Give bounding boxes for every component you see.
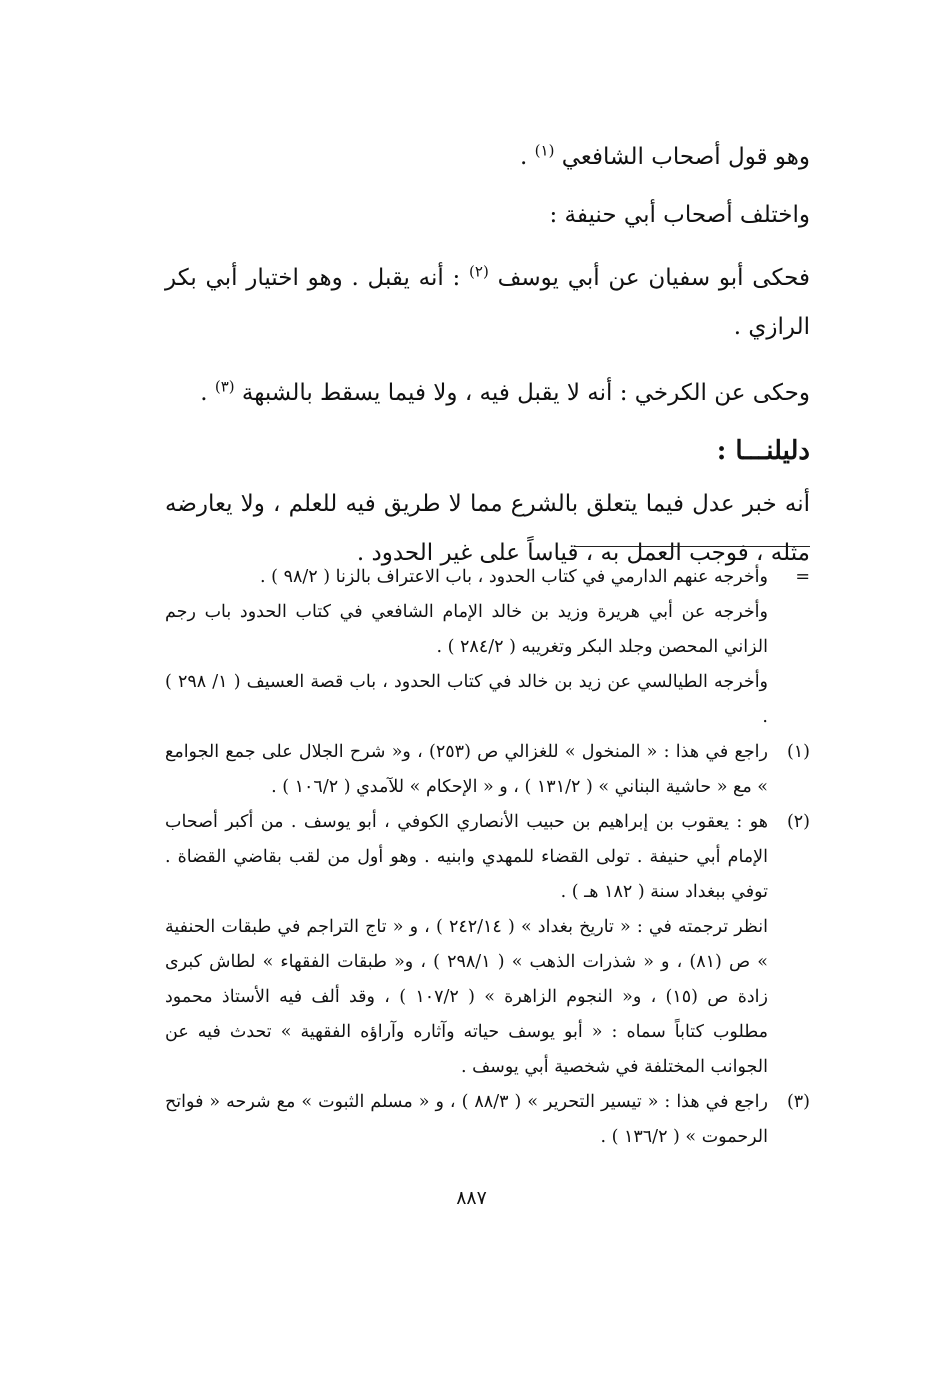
- footnote-continuation: [165, 560, 810, 735]
- paragraph-4-end: .: [200, 380, 215, 406]
- footnote-ref-2[interactable]: (٢): [469, 262, 489, 281]
- paragraph-3-text-b: : أنه يقبل . وهو اختيار أبي بكر الرازي .: [165, 265, 810, 340]
- continuation-body: [165, 560, 768, 735]
- continuation-mark: =: [795, 567, 810, 587]
- page-number: ٨٨٧: [456, 1187, 487, 1209]
- section-heading: دليلنـــا :: [716, 436, 810, 466]
- continuation-line-3: وأخرجه الطيالسي عن زيد بن خالد في كتاب الحدود ، باب قصة العسيف ( ١/ ٢٩٨ ) .: [165, 672, 769, 727]
- footnote-2-bio: هو : يعقوب بن إبراهيم بن حبيب الأنصاري الكوفي ، أبو يوسف . من أكبر أصحاب الإمام أبي حنيفة . تولى القضاء للمهدي وابنيه . وهو أول من لقب بقاضي القضاة . توفي ببغداد سنة ( ١٨٢ هـ ) .: [165, 812, 768, 902]
- paragraph-4-text: وحكى عن الكرخي : أنه لا يقبل فيه ، ولا فيما يسقط بالشبهة: [241, 380, 810, 406]
- paragraph-4: [165, 374, 810, 412]
- paragraph-2: واختلف أصحاب أبي حنيفة :: [549, 202, 810, 228]
- footnote-1-mark: (١): [786, 742, 810, 762]
- main-text: [165, 138, 810, 600]
- footnote-ref-1[interactable]: (١): [534, 141, 555, 160]
- footnote-2-sources: انظر ترجمته في : « تاريخ بغداد » ( ٢٤٢/١٤ ) ، و « تاج التراجم في طبقات الحنفية » ص (٨١) ، و « شذرات الذهب » ( ٢٩٨/١ ) ، و« طبقات الفقهاء » لطاش كبرى زادة ص (١٥) ، و« النجوم الزاهرة » ( ١٠٧/٢ ) ، وقد ألف فيه الأستاذ محمود مطلوب كتاباً سماه : « أبو يوسف حياته وآثاره وآراؤه الفقهية » تحدث فيه عن الجوانب المختلفة في شخصية أبي يوسف .: [165, 917, 769, 1077]
- footnote-3-body: [165, 1085, 768, 1155]
- footnote-2: [165, 805, 810, 1085]
- paragraph-1-end: .: [520, 144, 535, 170]
- footnote-3-text: راجع في هذا : « تيسير التحرير » ( ٨٨/٣ ) ، و « مسلم الثبوت » مع شرحه « فواتح الرحموت » ( ١٣٦/٢ ) .: [165, 1092, 768, 1147]
- footnote-ref-3[interactable]: (٣): [214, 377, 235, 396]
- paragraph-3: [165, 254, 810, 352]
- footnote-1-text: راجع في هذا : « المنخول » للغزالي ص (٢٥٣) ، و« شرح الجلال على جمع الجوامع » مع « حاشية البناني » ( ١٣١/٢ ) ، و « الإحكام » للآمدي ( ١٠٦/٢ ) .: [165, 742, 768, 797]
- paragraph-1: [165, 138, 810, 176]
- continuation-line-1: وأخرجه عنهم الدارمي في كتاب الحدود ، باب الاعتراف بالزنا ( ٩٨/٢ ) .: [260, 567, 768, 587]
- footnotes: [165, 560, 810, 1155]
- footnote-2-body: [165, 805, 768, 1085]
- footnote-1-body: [165, 735, 768, 805]
- footnote-3: [165, 1085, 810, 1155]
- paragraph-5: أنه خبر عدل فيما يتعلق بالشرع مما لا طريق فيه للعلم ، ولا يعارضه مثله ، فوجب العمل به ، قياساً على غير الحدود .: [165, 491, 810, 566]
- continuation-line-2: وأخرجه عن أبي هريرة وزيد بن خالد الإمام الشافعي في كتاب الحدود باب رجم الزاني المحصن وجلد البكر وتغريبه ( ٢٨٤/٢ ) .: [165, 602, 768, 657]
- paragraph-1-text: وهو قول أصحاب الشافعي: [561, 144, 810, 170]
- footnote-2-mark: (٢): [786, 812, 810, 832]
- footnote-3-mark: (٣): [786, 1092, 810, 1112]
- footnote-separator: [575, 546, 810, 547]
- paragraph-3-text-a: فحكى أبو سفيان عن أبي يوسف: [497, 265, 811, 291]
- footnote-1: [165, 735, 810, 805]
